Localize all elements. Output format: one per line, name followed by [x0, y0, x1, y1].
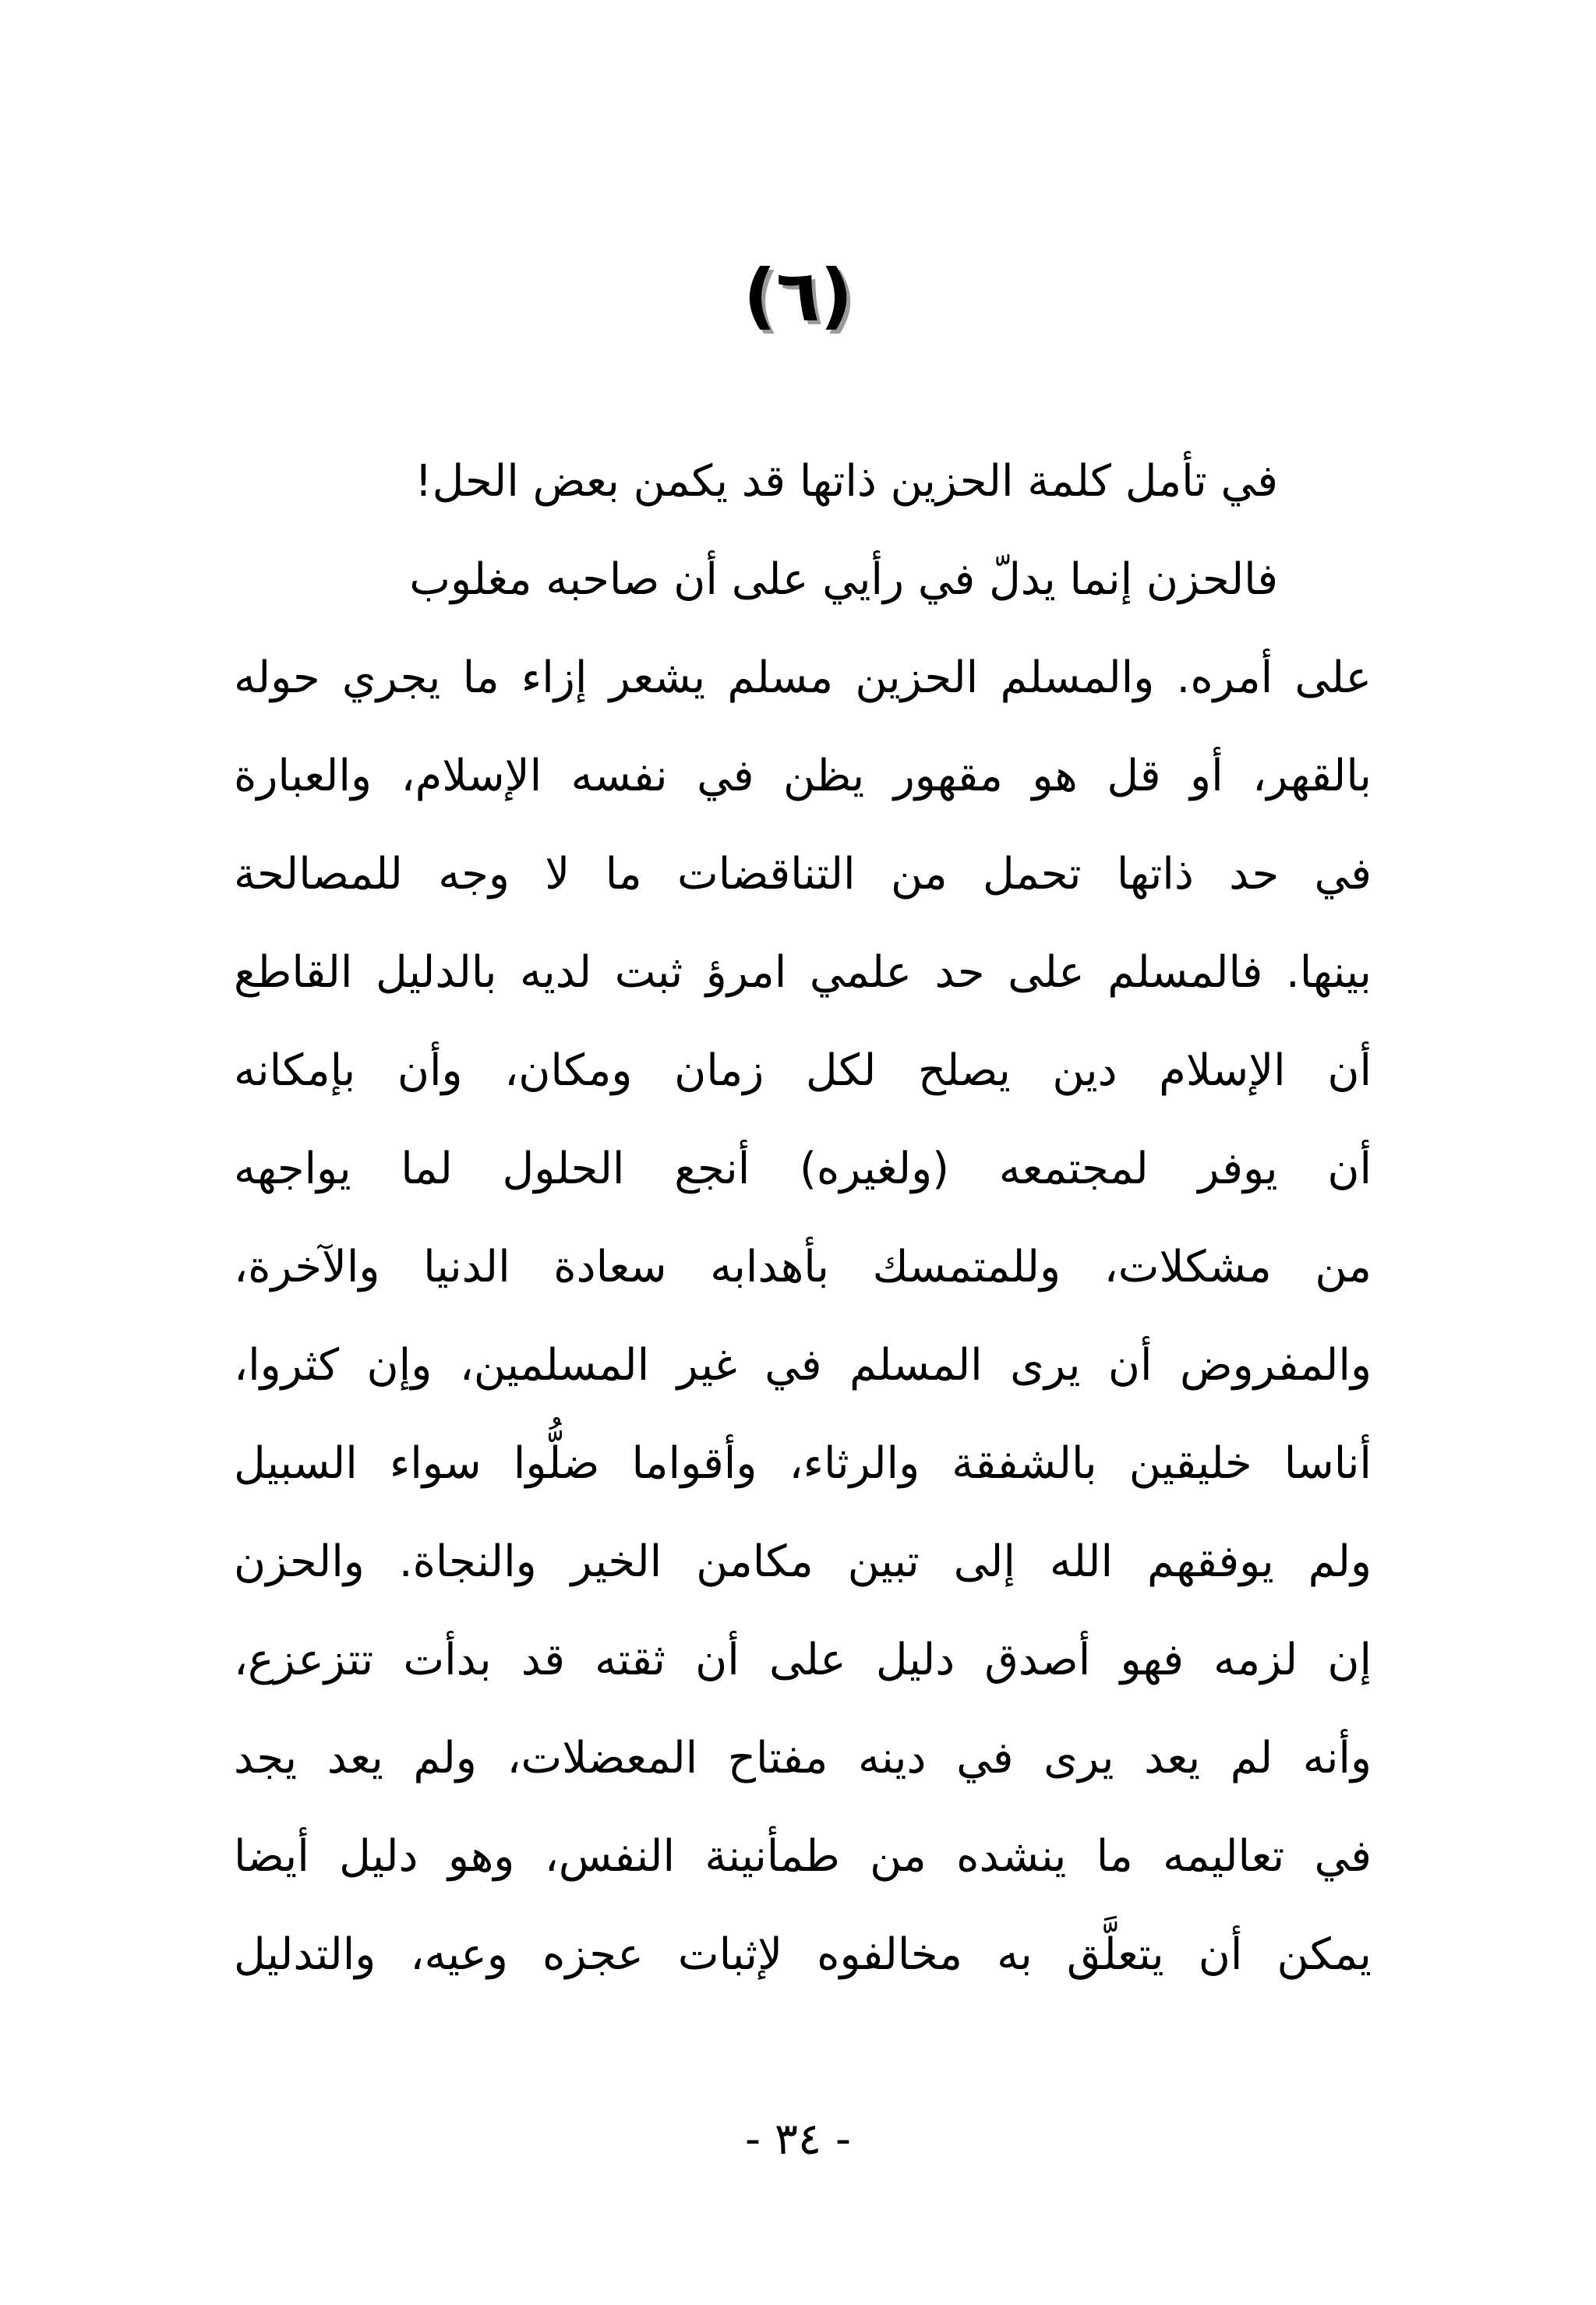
paragraph-line: أناسا خليقين بالشفقة والرثاء، وأقواما ضلُّوا سواء السبيل — [234, 1438, 1372, 1489]
paragraph-line: في تأمل كلمة الحزين ذاتها قد يكمن بعض الحل! — [415, 456, 1278, 507]
paragraph-line: يمكن أن يتعلَّق به مخالفوه لإثبات عجزه وعيه، والتدليل — [234, 1929, 1372, 1980]
paragraph-line: من مشكلات، وللمتمسك بأهدابه سعادة الدنيا والآخرة، — [234, 1242, 1372, 1292]
page-number: - ٣٤ - — [744, 2114, 852, 2165]
paragraph-line: فالحزن إنما يدلّ في رأيي على أن صاحبه مغلوب — [409, 554, 1278, 605]
paragraph-line: على أمره. والمسلم الحزين مسلم يشعر إزاء ما يجري حوله — [234, 652, 1372, 703]
paragraph-line: وأنه لم يعد يرى في دينه مفتاح المعضلات، ولم يعد يجد — [234, 1733, 1372, 1784]
paragraph-line: أن الإسلام دين يصلح لكل زمان ومكان، وأن بإمكانه — [234, 1045, 1372, 1096]
paragraph-line: ولم يوفقهم الله إلى تبين مكامن الخير والنجاة. والحزن — [234, 1536, 1372, 1587]
paragraph-line: والمفروض أن يرى المسلم في غير المسلمين، وإن كثروا، — [234, 1340, 1372, 1391]
paragraph-line: بينها. فالمسلم على حد علمي امرؤ ثبت لديه بالدليل القاطع — [234, 947, 1372, 998]
paragraph-line: أن يوفر لمجتمعه (ولغيره) أنجع الحلول لما يواجهه — [234, 1144, 1372, 1194]
paragraph-line: إن لزمه فهو أصدق دليل على أن ثقته قد بدأت تتزعزع، — [234, 1635, 1372, 1685]
paragraph-line: بالقهر، أو قل هو مقهور يظن في نفسه الإسلام، والعبارة — [234, 751, 1372, 801]
chapter-number: (٦) — [743, 254, 853, 338]
body-text — [234, 433, 1372, 2004]
paragraph-line: في تعاليمه ما ينشده من طمأنينة النفس، وهو دليل أيضا — [234, 1831, 1372, 1882]
paragraph-line: في حد ذاتها تحمل من التناقضات ما لا وجه للمصالحة — [234, 849, 1372, 900]
